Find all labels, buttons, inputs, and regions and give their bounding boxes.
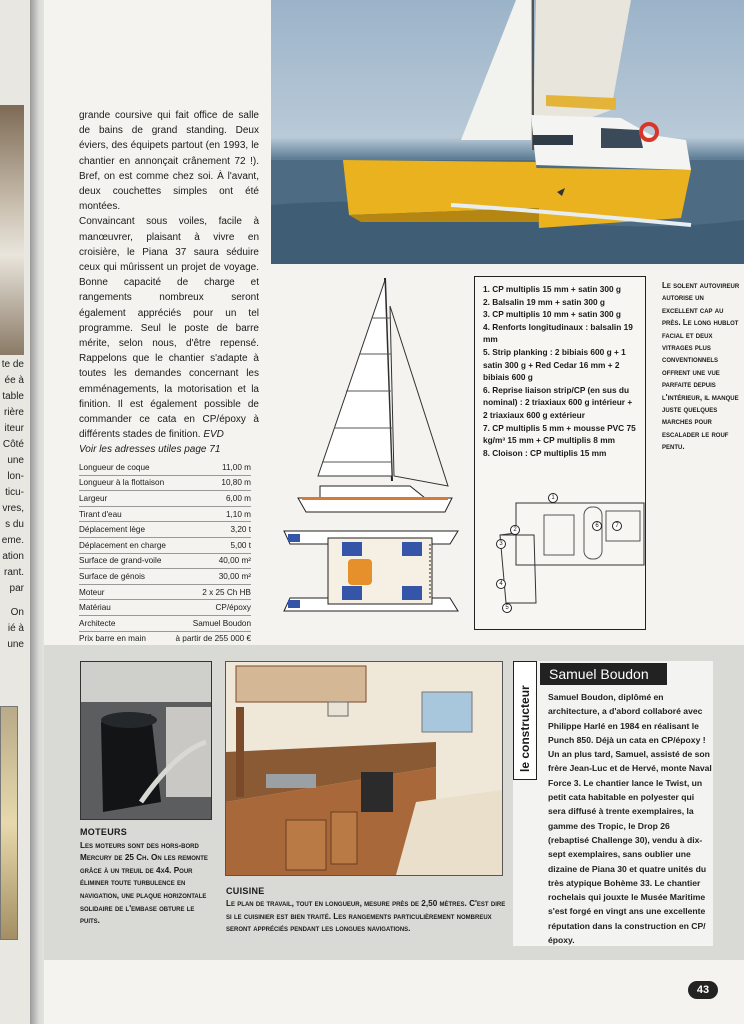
specifications-table <box>79 460 251 647</box>
plan-callout: 4 <box>496 579 506 589</box>
spec-label: Moteur <box>79 584 171 600</box>
spec-row <box>79 584 251 600</box>
engine-caption <box>80 826 215 928</box>
spec-row <box>79 537 251 553</box>
constructor-section-label: le constructeur <box>518 685 532 772</box>
spec-label: Surface de génois <box>79 569 171 585</box>
spec-value: à partir de 255 000 € <box>171 631 251 647</box>
spec-label: Surface de grand-voile <box>79 553 171 569</box>
left-page-fragment: On <box>10 607 24 618</box>
spec-row <box>79 600 251 616</box>
galley-caption <box>226 885 506 936</box>
article-addresses-note: Voir les adresses utiles page 71 <box>79 444 221 456</box>
spec-label: Matériau <box>79 600 171 616</box>
left-page-fragment: iteur <box>4 423 24 434</box>
plan-callout: 2 <box>510 525 520 535</box>
sail-plan-note: Le solent autovireur autorise un excellent cap au près. Le long hublot facial et deux vitrages plus conventionnels offrent une vue parfaite depuis l'intérieur, il manque juste quelques marches pour escalader le rouf pentu. <box>662 281 740 452</box>
plan-callout: 7 <box>612 521 622 531</box>
left-page-fragment: rière <box>3 407 24 418</box>
left-page-fragment: eme. <box>1 535 24 546</box>
spec-value: 6,00 m <box>171 491 251 507</box>
plan-callout: 5 <box>502 603 512 613</box>
spec-row <box>79 522 251 538</box>
spec-label: Largeur <box>79 491 171 507</box>
spec-value: 30,00 m² <box>171 569 251 585</box>
spec-value: Samuel Boudon <box>171 615 251 631</box>
left-page-fragment: lon- <box>7 471 24 482</box>
constructor-name: Samuel Boudon <box>540 663 667 685</box>
previous-page-edge <box>0 0 32 1024</box>
galley-caption-title: CUISINE <box>226 886 265 896</box>
spec-value: 3,20 t <box>171 522 251 538</box>
constructor-section-label-box <box>513 661 537 780</box>
left-page-fragment: te de <box>1 359 24 370</box>
spec-label: Longueur de coque <box>79 460 171 475</box>
spec-label: Déplacement lège <box>79 522 171 538</box>
spec-value: 1,10 m <box>171 506 251 522</box>
spec-value: 2 x 25 Ch HB <box>171 584 251 600</box>
article-signature: EVD <box>203 429 224 441</box>
spec-label: Longueur à la flottaison <box>79 475 171 491</box>
spec-value: 11,00 m <box>171 460 251 475</box>
galley-caption-text: Le plan de travail, tout en longueur, mesure près de 2,50 mètres. C'est dire si le cuisinier est bien traité. Les rangements particulièrement nombreux seront appréciés pendant les longues navigations. <box>226 899 506 934</box>
spec-row <box>79 506 251 522</box>
legend-item: 3. CP multiplis 10 mm + satin 300 g <box>483 309 621 320</box>
catamaran-sailing-photo <box>271 0 744 264</box>
engine-well-photo <box>80 661 212 820</box>
spec-label: Architecte <box>79 615 171 631</box>
left-page-fragment: ié à <box>7 623 24 634</box>
spec-row <box>79 475 251 491</box>
left-page-fragment: ation <box>2 551 24 562</box>
constructor-bio: Samuel Boudon, diplômé en architecture, a d'abord collaboré avec Philippe Harlé en 1984 en réalisant le Punch 850. Déjà un cata en CP/époxy ! Un an plus tard, Samuel, assisté de son frère Jean-Luc et de Hervé, monte Naval Force 3. Le chantier lance le Twist, un petit cata habitable en polyester qui sera diffusé à trente exemplaires, la gamme des Tropic, le Drop 26 (rebaptisé Challenge 30), vendu à dix-sept exemplaires, sans oublier une dizaine de Piana 30 et quatre unités du très atypique Bohème 33. Le chantier rochelais qui jouxte le Musée Maritime s'est forgé en vingt ans une excellente réputation dans la construction en CP/époxy. <box>548 692 712 946</box>
left-page-fragment: une <box>7 455 24 466</box>
spec-value: 10,80 m <box>171 475 251 491</box>
left-page-fragment: ée à <box>4 375 24 386</box>
legend-item: 7. CP multiplis 5 mm + mousse PVC 75 kg/m³ 15 mm + CP multiplis 8 mm <box>483 422 636 446</box>
plan-callout: 6 <box>592 521 602 531</box>
legend-item: 2. Balsalin 19 mm + satin 300 g <box>483 296 605 307</box>
legend-item: 6. Reprise liaison strip/CP (en sus du nominal) : 2 triaxiaux 600 g intérieur + 2 triaxiaux 600 g extérieur <box>483 384 633 420</box>
engine-caption-text: Les moteurs sont des hors-bord Mercury de 25 Ch. On les remonte grâce à un treuil de 4x4. Pour éliminer toute turbulence en navigation, une plaque horizontale solidaire de l'embase obture le puits. <box>80 840 208 926</box>
legend-item: 8. Cloison : CP multiplis 15 mm <box>483 447 607 458</box>
plan-callout: 3 <box>496 539 506 549</box>
left-page-fragment: par <box>9 583 24 594</box>
page-number: 43 <box>688 981 718 999</box>
spec-label: Prix barre en main <box>79 631 171 647</box>
article-paragraph-2: Convaincant sous voiles, facile à manœuvrer, plaisant à vivre en croisière, le Piana 37 saura séduire ceux qui mûrissent un projet de voyage. Bonne capacité de charge et rangements nombreux seront également appréciés pour un tel programme. Seul le poste de barre mérite, selon nous, d'être repensé. Rappelons que le chantier s'adapte à toutes les demandes concernant les emménagements, la motorisation et la finition. Il est également possible de commander ce cata en CP/époxy à différents stades de finition. <box>79 216 259 441</box>
left-page-fragment: ticu- <box>5 487 24 498</box>
spec-row <box>79 553 251 569</box>
legend-item: 5. Strip planking : 2 bibiais 600 g + 1 satin 300 g + Red Cedar 16 mm + 2 bibiais 600 g <box>483 346 626 383</box>
spec-row <box>79 615 251 631</box>
spec-label: Tirant d'eau <box>79 506 171 522</box>
engine-caption-title: MOTEURS <box>80 827 128 837</box>
spec-row <box>79 491 251 507</box>
left-page-fragment: table <box>2 391 24 402</box>
spec-label: Déplacement en charge <box>79 537 171 553</box>
legend-item: 1. CP multiplis 15 mm + satin 300 g <box>483 284 621 294</box>
left-page-fragment: s du <box>5 519 24 530</box>
left-photo-bottom <box>0 706 18 940</box>
left-page-fragment: vres, <box>2 503 24 514</box>
spec-value: 5,00 t <box>171 537 251 553</box>
left-page-fragment: rant. <box>3 567 24 578</box>
plan-callout: 1 <box>548 493 558 503</box>
article-body <box>79 108 259 458</box>
galley-photo <box>225 661 503 876</box>
left-page-fragment: une <box>7 639 24 650</box>
construction-legend-list <box>475 277 645 459</box>
hull-section-plan <box>496 493 646 611</box>
left-photo-top <box>0 105 24 355</box>
article-paragraph-1: grande coursive qui fait office de salle de bains de grand standing. Deux éviers, des équipets partout (en 1993, le chantier en annonçait crânement 72 !). Bref, on est comme chez soi. À l'avant, deux couchettes simples ont été montées. <box>79 110 259 213</box>
sail-plan-and-hull-drawing <box>280 276 462 626</box>
spec-value: CP/époxy <box>171 600 251 616</box>
left-page-fragment: Côté <box>2 439 24 450</box>
spec-value: 40,00 m² <box>171 553 251 569</box>
spec-row <box>79 569 251 585</box>
spec-row <box>79 460 251 475</box>
legend-item: 4. Renforts longitudinaux : balsalin 19 mm <box>483 321 633 345</box>
